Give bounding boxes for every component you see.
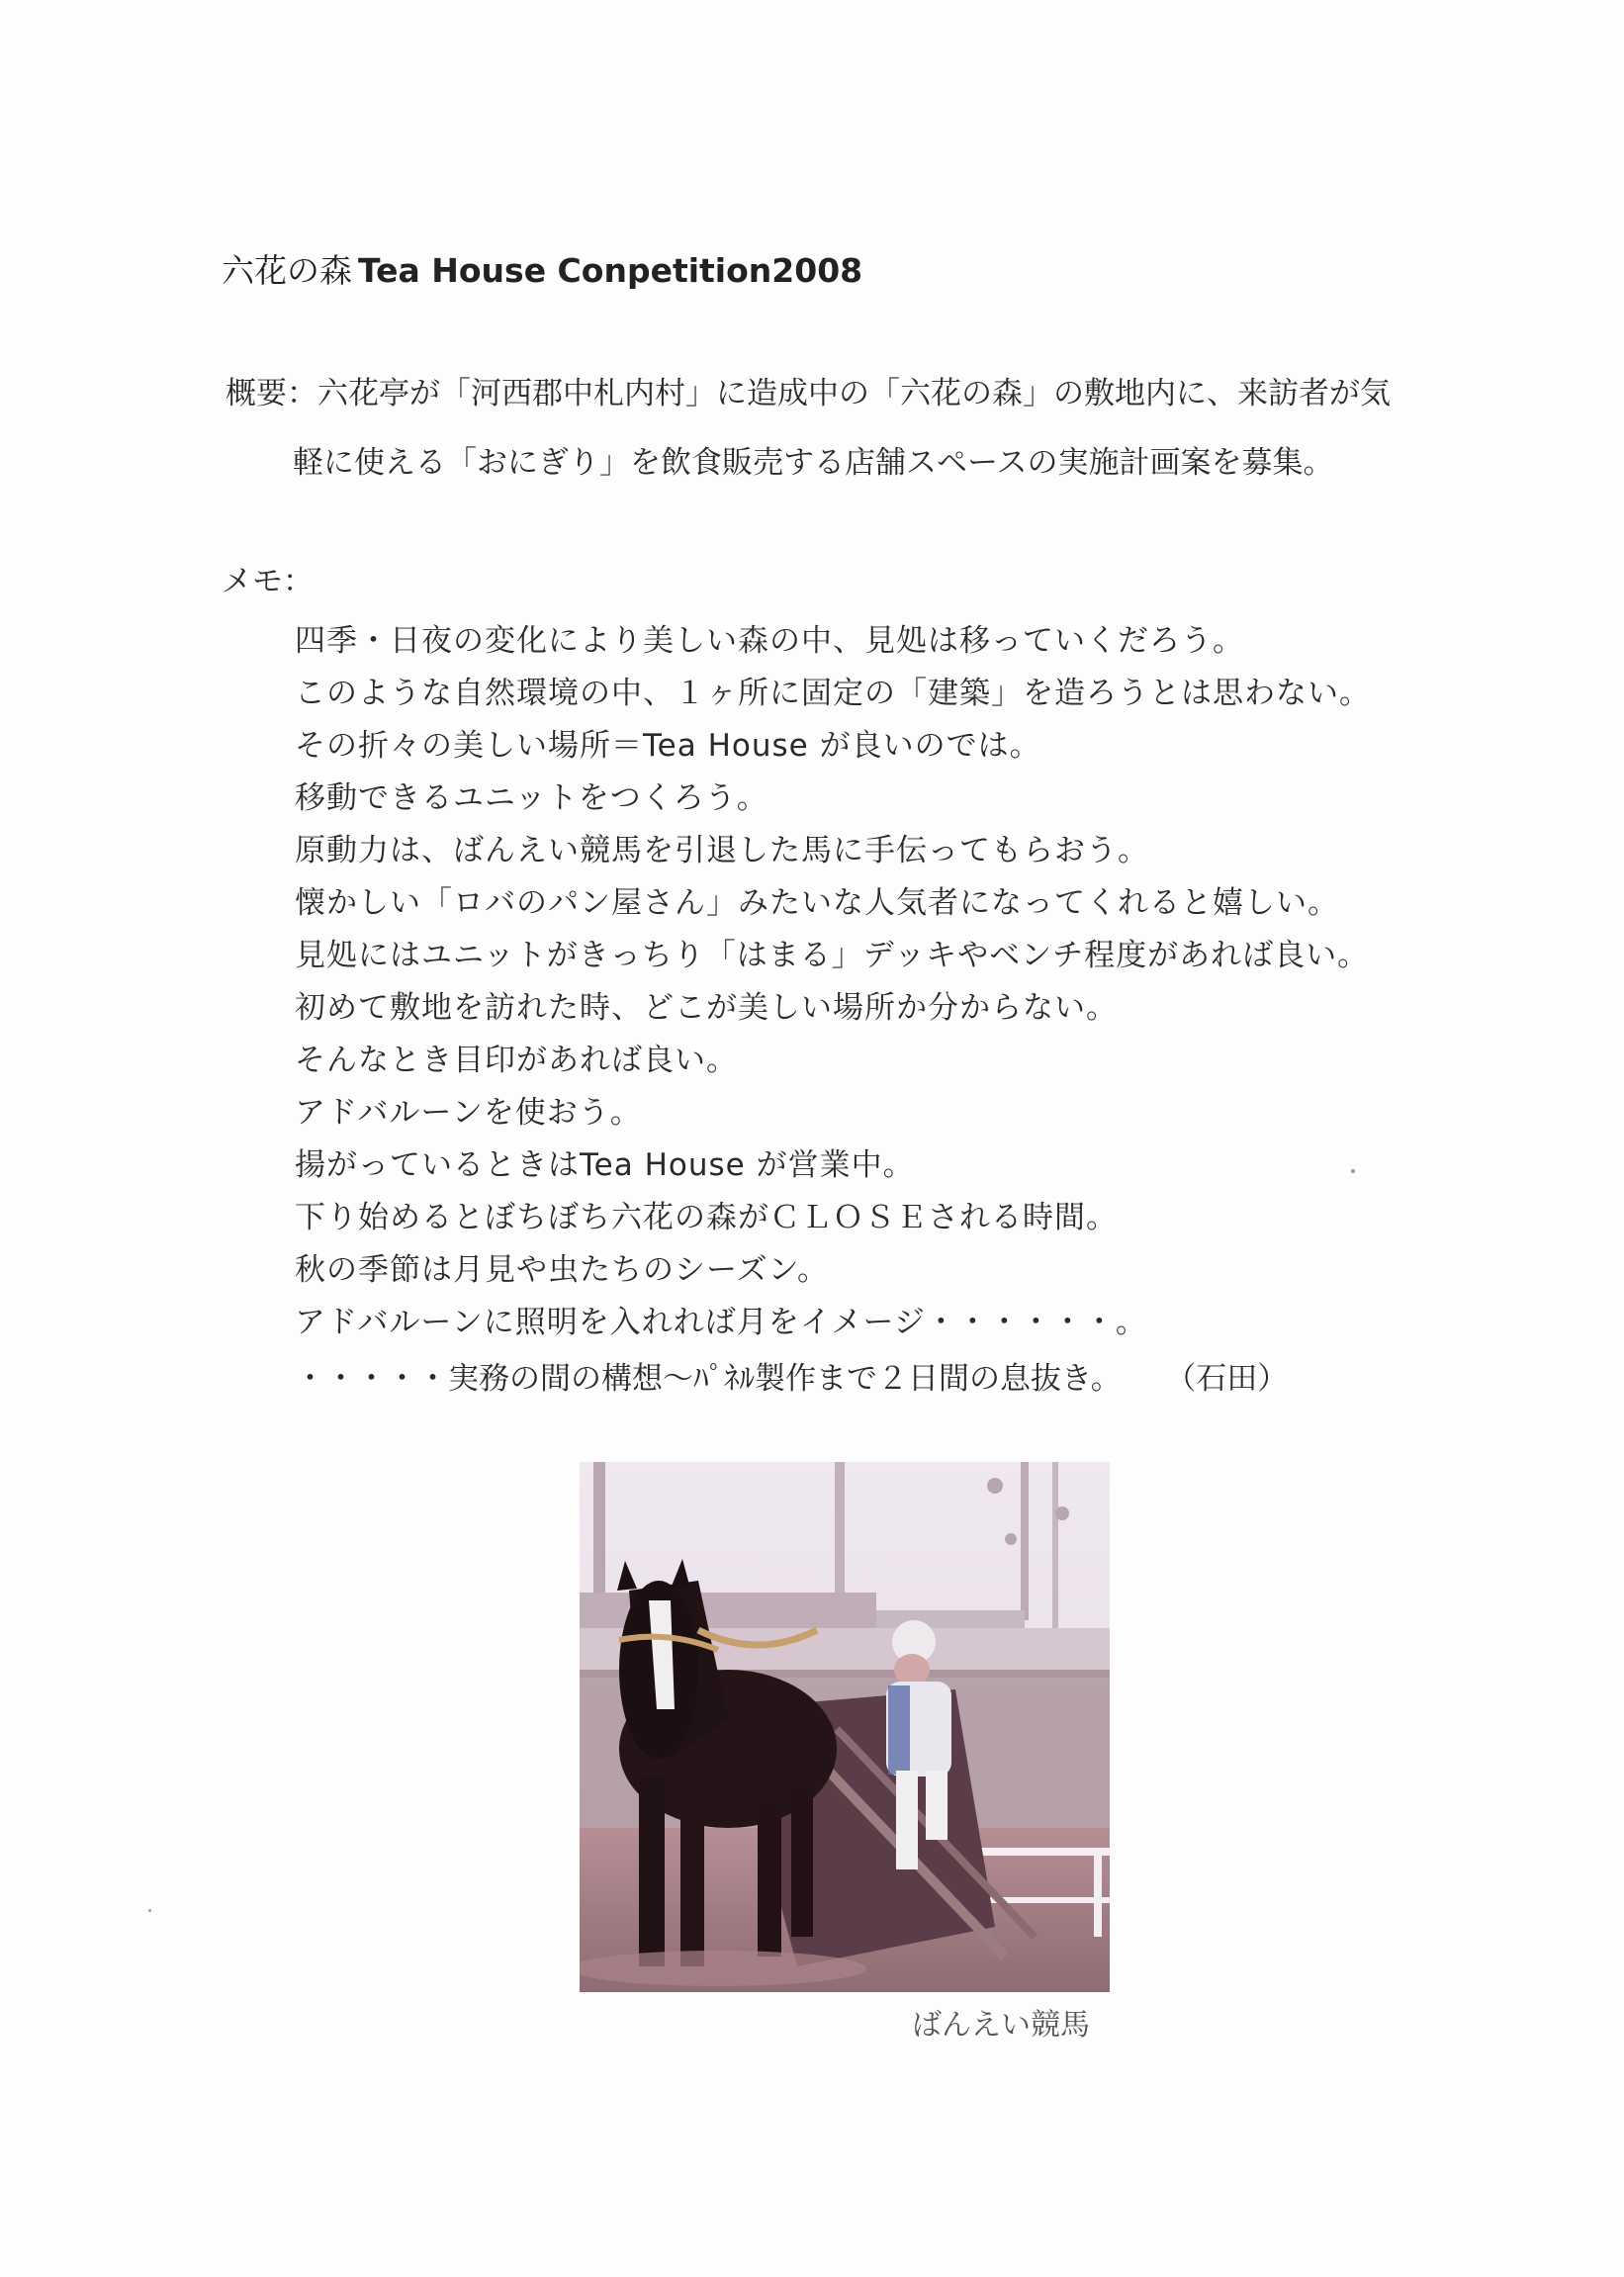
horse-leg xyxy=(639,1778,665,1966)
memo-line: アドバルーンを使おう。 xyxy=(295,1095,642,1131)
banei-horse-photo xyxy=(580,1462,1110,1992)
memo-list xyxy=(295,615,1371,1349)
jockey-leg xyxy=(926,1771,947,1840)
footer-note xyxy=(295,1357,1288,1401)
memo-line: 揚がっているときはTea House が営業中。 xyxy=(295,1147,915,1183)
horse-leg xyxy=(758,1798,781,1957)
memo-line: 懐かしい「ロバのパン屋さん」みたいな人気者になってくれると嬉しい。 xyxy=(295,885,1339,921)
overview-line-2: 軽に使える「おにぎり」を飲食販売する店舗スペースの実施計画案を募集。 xyxy=(293,445,1334,481)
fence-post xyxy=(1094,1848,1102,1937)
jockey-face xyxy=(894,1654,930,1685)
memo-line: 四季・日夜の変化により美しい森の中、見処は移っていくだろう。 xyxy=(295,623,1244,659)
pole xyxy=(1021,1462,1029,1620)
horse-leg xyxy=(680,1788,704,1966)
title-english: Tea House Conpetition2008 xyxy=(358,251,863,290)
light xyxy=(1005,1533,1017,1545)
memo-line: 移動できるユニットをつくろう。 xyxy=(295,780,768,816)
memo-line: そんなとき目印があれば良い。 xyxy=(295,1043,738,1078)
memo-line: その折々の美しい場所＝Tea House が良いのでは。 xyxy=(295,728,1041,764)
scan-speck xyxy=(1351,1169,1355,1173)
pole xyxy=(1052,1462,1058,1650)
footer-author: （石田） xyxy=(1180,1361,1289,1397)
memo-line: 見処にはユニットがきっちり「はまる」デッキやベンチ程度があれば良い。 xyxy=(295,938,1370,973)
light xyxy=(987,1478,1003,1494)
photo-caption: ばんえい競馬 xyxy=(912,2008,1090,2043)
title-japanese: 六花の森 xyxy=(222,251,352,290)
jockey-leg xyxy=(896,1771,918,1869)
memo-line: 下り始めるとぼちぼち六花の森がＣＬＯＳＥされる時間。 xyxy=(295,1200,1118,1235)
overview-line-1: 概要：六花亭が「河西郡中札内村」に造成中の「六花の森」の敷地内に、来訪者が気 xyxy=(226,376,1391,411)
memo-line: 秋の季節は月見や虫たちのシーズン。 xyxy=(295,1252,829,1288)
jockey-stripe xyxy=(888,1685,910,1775)
memo-line: 原動力は、ばんえい競馬を引退した馬に手伝ってもらおう。 xyxy=(295,833,1149,868)
memo-line: アドバルーンに照明を入れれば月をイメージ・・・・・・。 xyxy=(295,1305,1147,1340)
horse-leg xyxy=(791,1788,813,1937)
memo-label: メモ： xyxy=(222,564,314,599)
photo-illustration xyxy=(580,1462,1110,1992)
dust xyxy=(580,1951,866,1986)
pole xyxy=(593,1462,605,1610)
document-title xyxy=(222,249,862,293)
scan-speck xyxy=(148,1909,151,1912)
memo-line: このような自然環境の中、１ヶ所に固定の「建築」を造ろうとは思わない。 xyxy=(295,676,1371,711)
memo-line: 初めて敷地を訪れた時、どこが美しい場所か分からない。 xyxy=(295,990,1118,1026)
footer-note-text: ・・・・・実務の間の構想～ﾊﾟﾈﾙ製作まで２日間の息抜き。 xyxy=(295,1361,1122,1397)
light xyxy=(1055,1506,1069,1520)
pole xyxy=(835,1462,845,1610)
building xyxy=(580,1593,876,1632)
